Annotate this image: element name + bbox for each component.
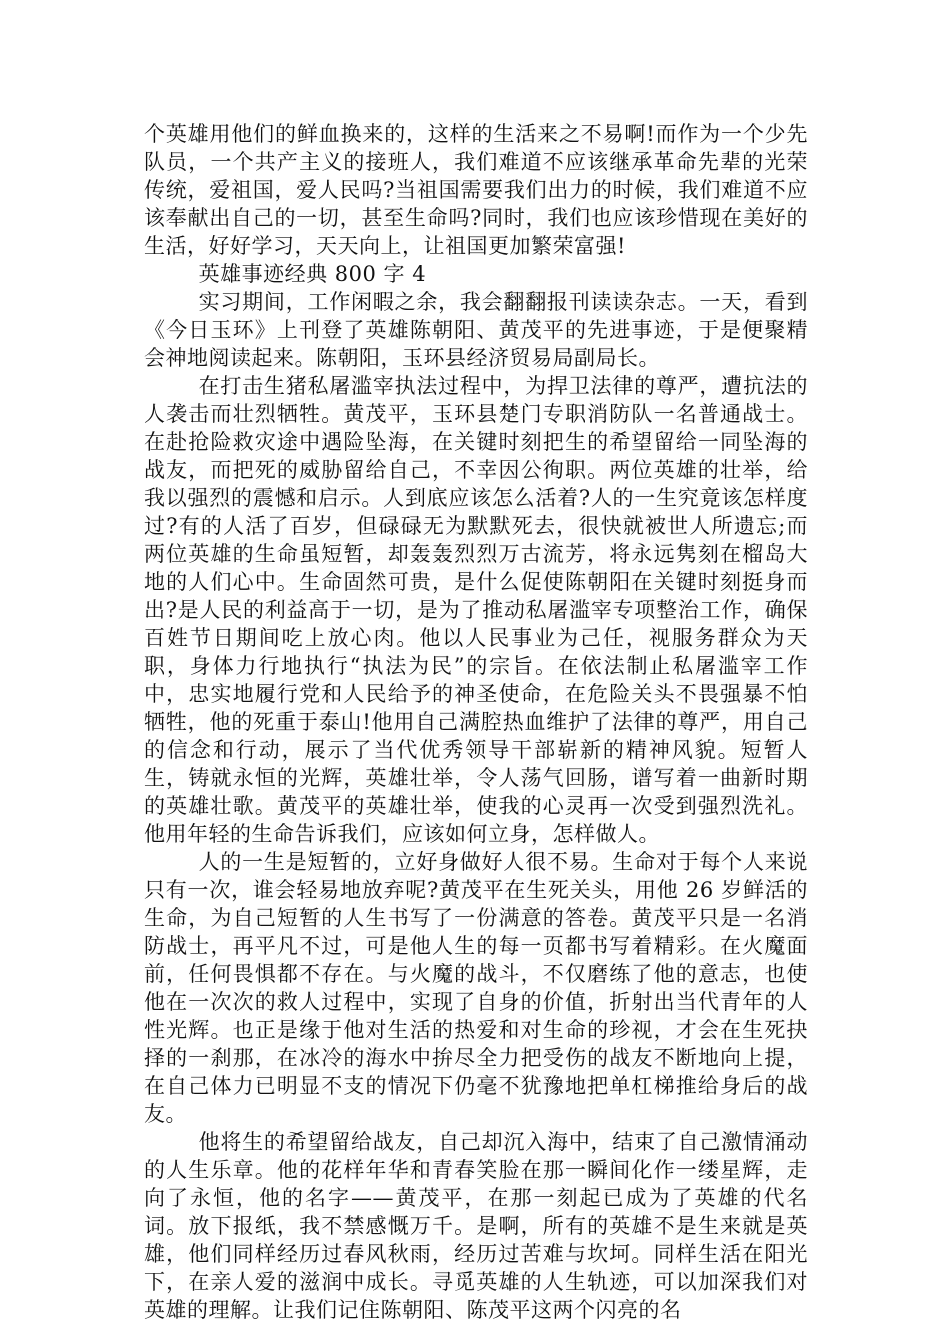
paragraph: 实习期间，工作闲暇之余，我会翻翻报刊读读杂志。一天，看到《今日玉环》上刊登了英雄陈朝阳、黄茂平的先进事迹，于是便聚精会神地阅读起来。陈朝阳，玉环县经济贸易局副局长。 xyxy=(144,290,808,370)
paragraph: 人的一生是短暂的，立好身做好人很不易。生命对于每个人来说只有一次，谁会轻易地放弃呢?黄茂平在生死关头，用他 26 岁鲜活的生命，为自己短暂的人生书写了一份满意的答卷。黄茂平只是一名消防战士，再平凡不过，可是他人生的每一页都书写着精彩。在火魔面前，任何畏惧都不存在。与火魔的战斗，不仅磨练了他的意志，也使他在一次次的救人过程中，实现了自身的价值，折射出当代青年的人性光辉。也正是缘于他对生活的热爱和对生命的珍视，才会在生死抉择的一刹那，在冰冷的海水中拚尽全力把受伤的战友不断地向上提，在自己体力已明显不支的情况下仍毫不犹豫地把单杠梯推给身后的战友。 xyxy=(144,850,808,1126)
paragraph: 在打击生猪私屠滥宰执法过程中，为捍卫法律的尊严，遭抗法的人袭击而壮烈牺牲。黄茂平，玉环县楚门专职消防队一名普通战士。在赴抢险救灾途中遇险坠海，在关键时刻把生的希望留给一同坠海的战友，而把死的威胁留给自己，不幸因公徇职。两位英雄的壮举，给我以强烈的震憾和启示。人到底应该怎么活着?人的一生究竟该怎样度过?有的人活了百岁，但碌碌无为默默死去，很快就被世人所遗忘;而两位英雄的生命虽短暂，却轰轰烈烈万古流芳，将永远隽刻在榴岛大地的人们心中。生命固然可贵，是什么促使陈朝阳在关键时刻挺身而出?是人民的利益高于一切，是为了推动私屠滥宰专项整治工作，确保百姓节日期间吃上放心肉。他以人民事业为己任，视服务群众为天职，身体力行地执行“执法为民”的宗旨。在依法制止私屠滥宰工作中，忠实地履行党和人民给予的神圣使命，在危险关头不畏强暴不怕牺牲，他的死重于泰山!他用自己满腔热血维护了法律的尊严，用自己的信念和行动，展示了当代优秀领导干部崭新的精神风貌。短暂人生，铸就永恒的光辉，英雄壮举，令人荡气回肠，谱写着一曲新时期的英雄壮歌。黄茂平的英雄壮举，使我的心灵再一次受到强烈洗礼。他用年轻的生命告诉我们，应该如何立身，怎样做人。 xyxy=(144,374,808,846)
paragraph-continuation: 个英雄用他们的鲜血换来的，这样的生活来之不易啊!而作为一个少先队员，一个共产主义的接班人，我们难道不应该继承革命先辈的光荣传统，爱祖国，爱人民吗?当祖国需要我们出力的时候，我们难道不应该奉献出自己的一切，甚至生命吗?同时，我们也应该珍惜现在美好的生活，好好学习，天天向上，让祖国更加繁荣富强! xyxy=(144,122,808,258)
article-body xyxy=(144,120,808,1324)
section-heading: 英雄事迹经典 800 字 4 xyxy=(198,262,427,286)
paragraph: 他将生的希望留给战友，自己却沉入海中，结束了自己激情涌动的人生乐章。他的花样年华和青春笑脸在那一瞬间化作一缕星辉，走向了永恒，他的名字——黄茂平，在那一刻起已成为了英雄的代名词。放下报纸，我不禁感慨万千。是啊，所有的英雄不是生来就是英雄，他们同样经历过春风秋雨，经历过苦难与坎坷。同样生活在阳光下，在亲人爱的滋润中成长。寻觅英雄的人生轨迹，可以加深我们对英雄的理解。让我们记住陈朝阳、陈茂平这两个闪亮的名 xyxy=(144,1130,808,1322)
